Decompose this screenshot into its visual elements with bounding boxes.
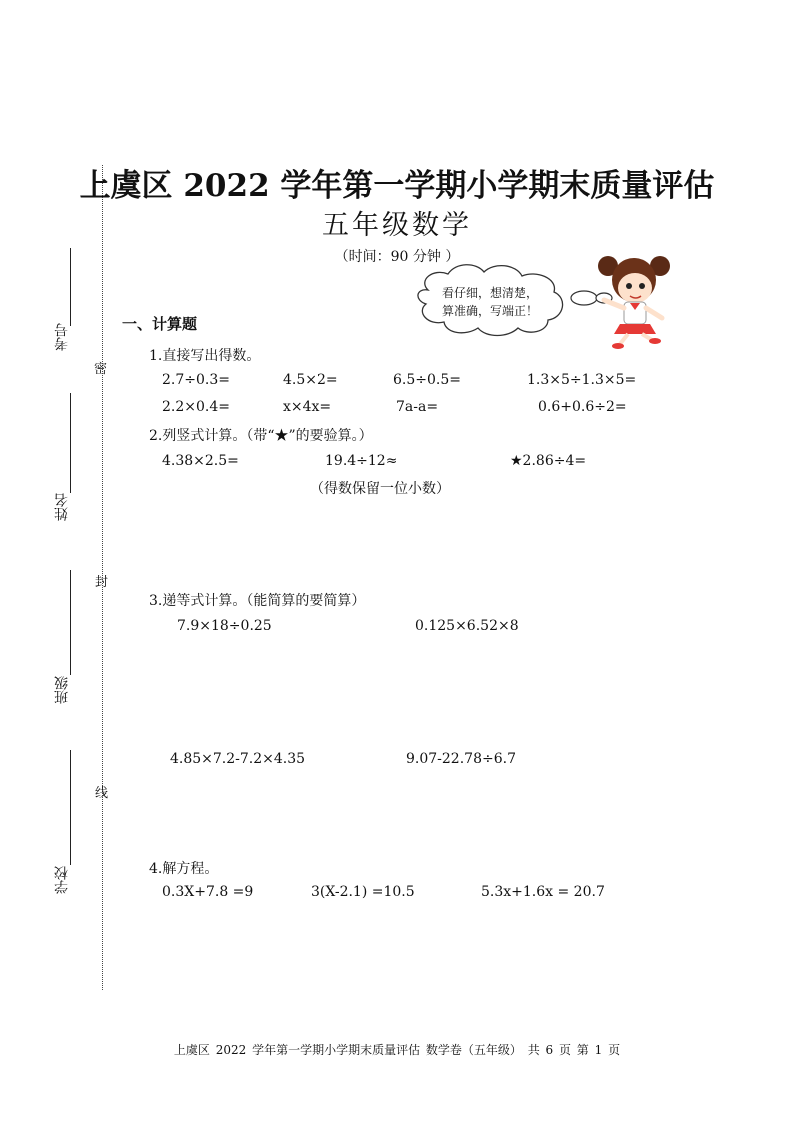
seal-char-feng: 封 [95, 575, 109, 590]
q1-item: 2.2×0.4= [162, 399, 230, 415]
bubble-line-1: 看仔细，想清楚， [441, 286, 538, 300]
q1-item: 6.5÷0.5= [393, 372, 461, 388]
q2-item: ★2.86÷4= [510, 453, 587, 469]
q3-item: 7.9×18÷0.25 [177, 618, 272, 634]
page-footer: 上虞区 2022 学年第一学期小学期末质量评估 数学卷（五年级） 共 6 页 第 1 页 [173, 1043, 621, 1057]
q1-item: 4.5×2= [283, 372, 338, 388]
seal-char-mi: 密 [94, 362, 108, 377]
name-label: 姓名 [54, 493, 70, 521]
question-1-title: 1.直接写出得数。 [149, 348, 261, 364]
page-title: 上虞区 2022 学年第一学期小学期末质量评估 [79, 168, 715, 204]
school-blank [70, 750, 71, 865]
q3-item: 9.07-22.78÷6.7 [406, 751, 516, 767]
class-blank [70, 570, 71, 675]
q4-item: 5.3x+1.6x = 20.7 [481, 884, 605, 900]
q3-item: 0.125×6.52×8 [415, 618, 519, 634]
section-title: 一、计算题 [122, 315, 198, 333]
q3-item: 4.85×7.2-7.2×4.35 [170, 751, 306, 767]
question-4-title: 4.解方程。 [149, 861, 219, 877]
bubble-line-2: 算准确，写端正！ [441, 304, 538, 318]
q1-item: 7a-a= [396, 399, 439, 415]
page-subtitle: 五年级数学 [322, 210, 472, 241]
name-blank [70, 393, 71, 493]
q1-item: 2.7÷0.3= [162, 372, 230, 388]
q2-note: （得数保留一位小数） [310, 481, 450, 497]
exam-duration: （时间：90 分钟 ） [334, 249, 460, 265]
seal-char-xian: 线 [95, 786, 109, 801]
q4-item: 0.3X+7.8 =9 [162, 884, 254, 900]
q2-item: 4.38×2.5= [162, 453, 239, 469]
exam-number-label: 考号 [54, 323, 70, 351]
class-label: 班级 [54, 676, 70, 704]
q1-item: x×4x= [283, 399, 332, 415]
q1-item: 1.3×5÷1.3×5= [527, 372, 637, 388]
q1-item: 0.6+0.6÷2= [538, 399, 627, 415]
school-label: 学校 [54, 866, 70, 894]
question-3-title: 3.递等式计算。（能简算的要简算） [149, 593, 366, 609]
question-2-title: 2.列竖式计算。（带“★”的要验算。） [149, 428, 373, 444]
q2-item: 19.4÷12≈ [325, 453, 398, 469]
q4-item: 3(X-2.1) =10.5 [311, 884, 415, 900]
